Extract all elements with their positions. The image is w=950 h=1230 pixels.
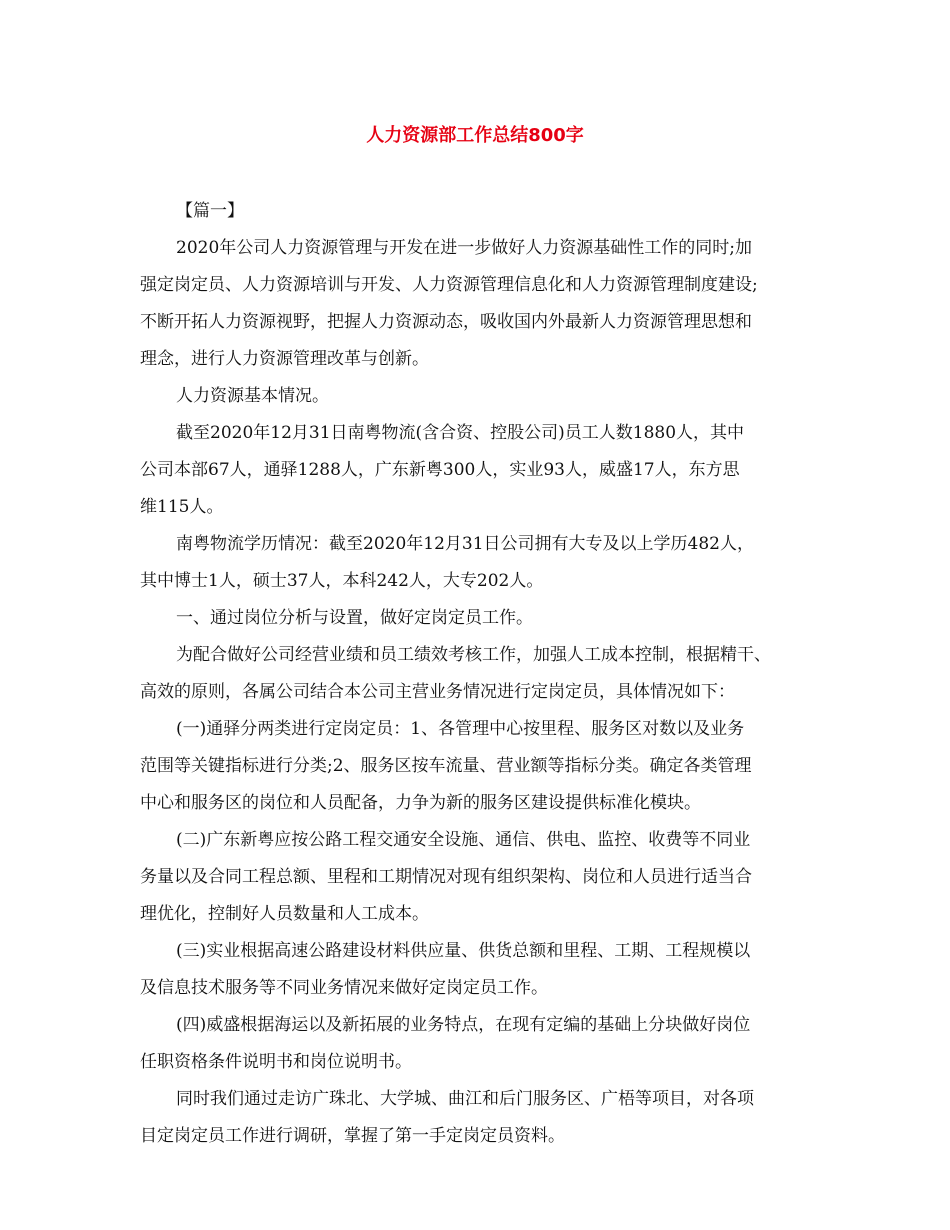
body-line: (四)威盛根据海运以及新拓展的业务特点，在现有定编的基础上分块做好岗位 [176,1015,751,1035]
body-line: 为配合做好公司经营业绩和员工绩效考核工作，加强人工成本控制，根据精干、 [176,645,771,665]
body-line: 2020年公司人力资源管理与开发在进一步做好人力资源基础性工作的同时;加 [176,238,752,258]
document-body [140,193,810,1155]
body-line: 务量以及合同工程总额、里程和工期情况对现有组织架构、岗位和人员进行适当合 [140,867,752,887]
body-line: 【篇一】 [176,201,244,221]
body-line: 及信息技术服务等不同业务情况来做好定岗定员工作。 [140,978,548,998]
body-line: 任职资格条件说明书和岗位说明书。 [140,1052,412,1072]
body-line: 维115人。 [140,497,224,517]
body-line: 高效的原则，各属公司结合本公司主营业务情况进行定岗定员，具体情况如下： [140,682,735,702]
body-line: 理念，进行人力资源管理改革与创新。 [140,349,429,369]
body-line: 其中博士1人，硕士37人，本科242人，大专202人。 [140,571,544,591]
body-line: 截至2020年12月31日南粤物流(含合资、控股公司)员工人数1880人，其中 [176,423,745,443]
body-line: 一、通过岗位分析与设置，做好定岗定员工作。 [176,608,533,628]
document-title: 人力资源部工作总结800字 [366,125,584,146]
body-line: 不断开拓人力资源视野，把握人力资源动态，吸收国内外最新人力资源管理思想和 [140,312,752,332]
body-line: (二)广东新粤应按公路工程交通安全设施、通信、供电、监控、收费等不同业 [176,830,751,850]
body-line: (一)通驿分两类进行定岗定员：1、各管理中心按里程、服务区对数以及业务 [176,719,745,739]
body-line: 目定岗定员工作进行调研，掌握了第一手定岗定员资料。 [140,1126,565,1146]
body-line: 人力资源基本情况。 [176,386,329,406]
body-line: (三)实业根据高速公路建设材料供应量、供货总额和里程、工期、工程规模以 [176,941,751,961]
body-line: 理优化，控制好人员数量和人工成本。 [140,904,429,924]
body-line: 范围等关键指标进行分类;2、服务区按车流量、营业额等指标分类。确定各类管理 [140,756,752,776]
body-line: 中心和服务区的岗位和人员配备，力争为新的服务区建设提供标准化模块。 [140,793,701,813]
body-line: 强定岗定员、人力资源培训与开发、人力资源管理信息化和人力资源管理制度建设; [140,275,758,295]
body-line: 公司本部67人，通驿1288人，广东新粤300人，实业93人，威盛17人，东方思 [140,460,740,480]
body-line: 同时我们通过走访广珠北、大学城、曲江和后门服务区、广梧等项目，对各项 [176,1089,754,1109]
body-line: 南粤物流学历情况：截至2020年12月31日公司拥有大专及以上学历482人， [176,534,754,554]
